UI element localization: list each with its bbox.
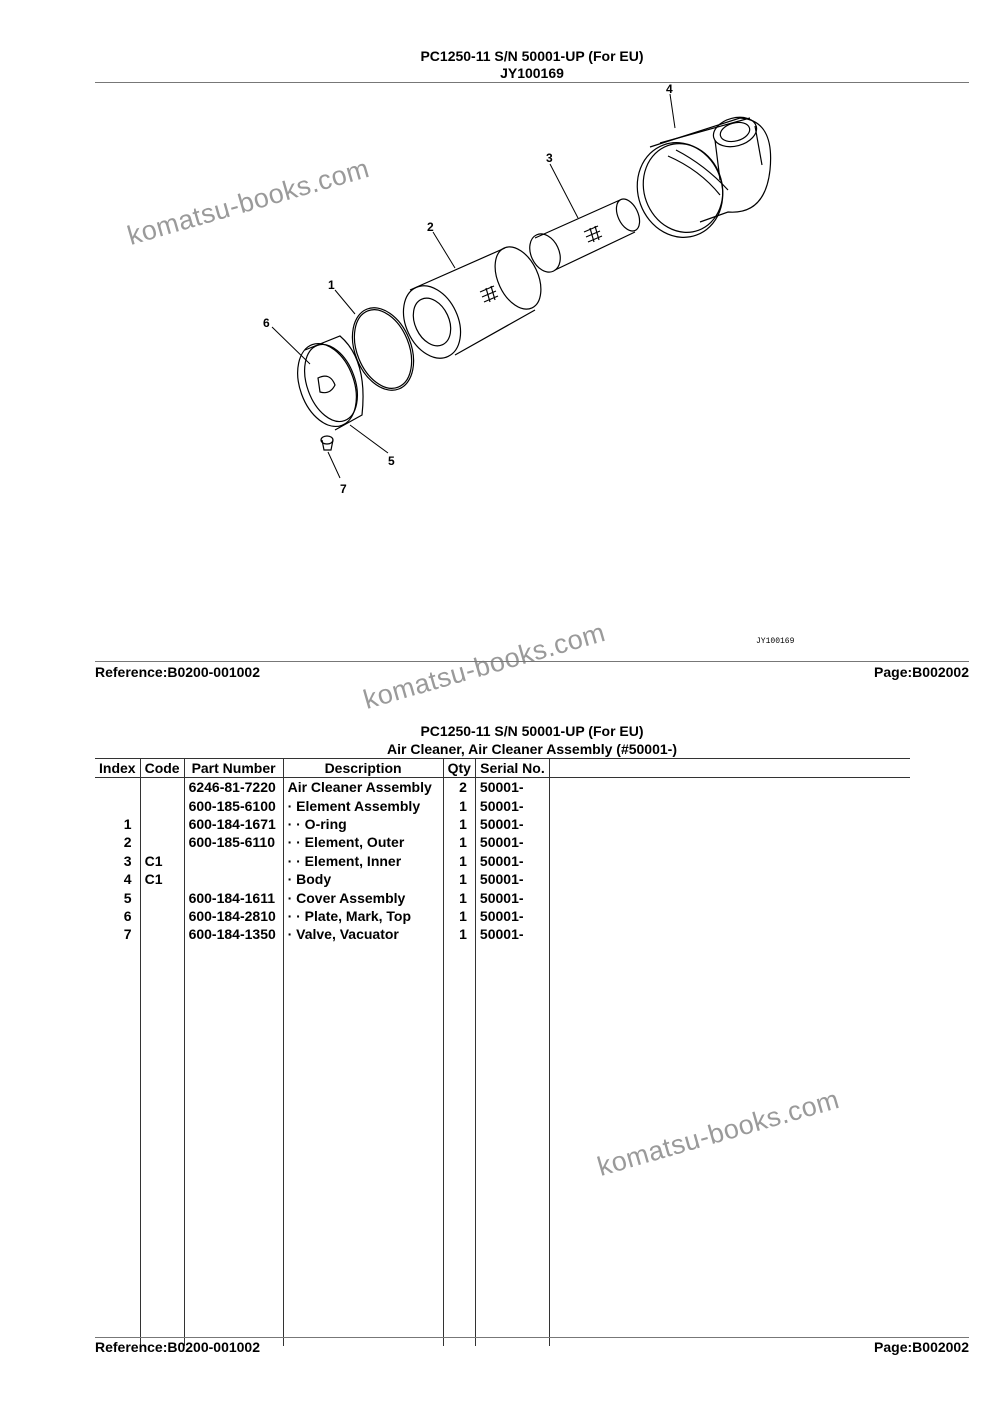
cell-description: · Element Assembly xyxy=(283,796,443,814)
cell-qty: 1 xyxy=(443,796,475,814)
cell-description: · Valve, Vacuator xyxy=(283,925,443,943)
vacuator-valve-part xyxy=(321,436,333,450)
filler-cell xyxy=(443,944,475,1346)
filler-cell xyxy=(549,944,910,1346)
header-part-number: Part Number xyxy=(184,759,283,778)
header-serial-no: Serial No. xyxy=(475,759,549,778)
table-row xyxy=(95,925,910,943)
cell-part-number: 600-184-2810 xyxy=(184,907,283,925)
header-index: Index xyxy=(95,759,140,778)
cell-qty: 1 xyxy=(443,907,475,925)
parts-table xyxy=(95,758,910,1346)
callout-5: 5 xyxy=(388,454,395,468)
cell-code xyxy=(140,815,184,833)
table-row xyxy=(95,815,910,833)
cell-blank xyxy=(549,888,910,906)
cell-part-number xyxy=(184,852,283,870)
cell-index: 5 xyxy=(123,889,132,906)
header-code: Code xyxy=(140,759,184,778)
watermark-text: komatsu-books.com xyxy=(594,1084,843,1182)
cell-serial-no: 50001- xyxy=(475,870,549,888)
table-row xyxy=(95,888,910,906)
table-row xyxy=(95,778,910,797)
header-qty: Qty xyxy=(443,759,475,778)
cell-code xyxy=(140,796,184,814)
callout-6: 6 xyxy=(263,316,270,330)
cell-code: C1 xyxy=(140,852,184,870)
cell-part-number: 600-185-6100 xyxy=(184,796,283,814)
table-filler-row xyxy=(95,944,910,1346)
diagram-code-label: JY100169 xyxy=(756,637,795,646)
cell-qty: 1 xyxy=(443,833,475,851)
cell-part-number: 6246-81-7220 xyxy=(184,778,283,797)
filler-cell xyxy=(140,944,184,1346)
cell-qty: 1 xyxy=(443,870,475,888)
cell-part-number: 600-185-6110 xyxy=(184,833,283,851)
filler-cell xyxy=(184,944,283,1346)
parts-page-title: PC1250-11 S/N 50001-UP (For EU) xyxy=(420,723,644,739)
callout-4: 4 xyxy=(666,84,673,96)
cell-description: Air Cleaner Assembly xyxy=(283,778,443,797)
body-part xyxy=(624,113,771,250)
table-header-row xyxy=(95,759,910,778)
cell-part-number xyxy=(184,870,283,888)
cell-description: · · O-ring xyxy=(283,815,443,833)
diagram-page-subtitle: JY100169 xyxy=(500,65,564,81)
reference-label: Reference:B0200-001002 xyxy=(95,664,260,680)
cell-qty: 1 xyxy=(443,852,475,870)
callout-3: 3 xyxy=(546,151,553,165)
footer-divider xyxy=(95,661,969,662)
cell-blank xyxy=(549,870,910,888)
cell-blank xyxy=(549,833,910,851)
cell-code xyxy=(140,778,184,797)
cell-serial-no: 50001- xyxy=(475,815,549,833)
cell-blank xyxy=(549,796,910,814)
o-ring-part xyxy=(341,299,425,400)
callout-2: 2 xyxy=(427,220,434,234)
diagram-page-title: PC1250-11 S/N 50001-UP (For EU) xyxy=(420,48,644,64)
cell-part-number: 600-184-1611 xyxy=(184,888,283,906)
table-row xyxy=(95,852,910,870)
cell-blank xyxy=(549,815,910,833)
cell-description: · Body xyxy=(283,870,443,888)
cell-qty: 2 xyxy=(443,778,475,797)
table-row xyxy=(95,833,910,851)
cell-part-number: 600-184-1671 xyxy=(184,815,283,833)
cell-index xyxy=(95,796,140,814)
cell-index xyxy=(95,778,140,797)
cell-blank xyxy=(549,925,910,943)
cell-serial-no: 50001- xyxy=(475,778,549,797)
cell-serial-no: 50001- xyxy=(475,888,549,906)
page-number: Page:B002002 xyxy=(874,1339,969,1355)
watermark-text: komatsu-books.com xyxy=(124,153,373,251)
callout-7: 7 xyxy=(340,482,347,496)
cover-assembly-part xyxy=(287,335,367,434)
table-row xyxy=(95,870,910,888)
cell-code: C1 xyxy=(140,870,184,888)
cell-code xyxy=(140,888,184,906)
cell-index: 4 xyxy=(123,871,132,888)
filler-cell xyxy=(95,944,140,1346)
cell-description: · · Element, Outer xyxy=(283,833,443,851)
cell-blank xyxy=(549,852,910,870)
cell-serial-no: 50001- xyxy=(475,833,549,851)
cell-serial-no: 50001- xyxy=(475,907,549,925)
cell-description: · · Element, Inner xyxy=(283,852,443,870)
cell-index: 7 xyxy=(123,926,132,943)
cell-description: · Cover Assembly xyxy=(283,888,443,906)
table-bottom-line xyxy=(95,1337,969,1338)
air-cleaner-exploded-diagram xyxy=(0,84,992,660)
reference-label: Reference:B0200-001002 xyxy=(95,1339,260,1355)
header-divider xyxy=(95,82,969,83)
filler-cell xyxy=(283,944,443,1346)
cell-blank xyxy=(549,907,910,925)
cell-index: 2 xyxy=(123,834,132,851)
cell-code xyxy=(140,925,184,943)
cell-serial-no: 50001- xyxy=(475,796,549,814)
header-blank xyxy=(549,759,910,778)
cell-index: 1 xyxy=(123,815,132,832)
cell-serial-no: 50001- xyxy=(475,925,549,943)
outer-element-part xyxy=(392,240,550,368)
cell-blank xyxy=(549,778,910,797)
cell-qty: 1 xyxy=(443,815,475,833)
table-row xyxy=(95,796,910,814)
watermark-text: komatsu-books.com xyxy=(360,617,609,715)
cell-index: 6 xyxy=(123,907,132,924)
cell-code xyxy=(140,833,184,851)
filler-cell xyxy=(475,944,549,1346)
parts-page-subtitle: Air Cleaner, Air Cleaner Assembly (#50001-) xyxy=(387,741,677,757)
cell-code xyxy=(140,907,184,925)
cell-serial-no: 50001- xyxy=(475,852,549,870)
cell-description: · · Plate, Mark, Top xyxy=(283,907,443,925)
table-row xyxy=(95,907,910,925)
cell-part-number: 600-184-1350 xyxy=(184,925,283,943)
cell-qty: 1 xyxy=(443,925,475,943)
cell-qty: 1 xyxy=(443,888,475,906)
callout-1: 1 xyxy=(328,278,335,292)
inner-element-part xyxy=(524,195,644,277)
cell-index: 3 xyxy=(123,852,132,869)
page-number: Page:B002002 xyxy=(874,664,969,680)
header-description: Description xyxy=(283,759,443,778)
